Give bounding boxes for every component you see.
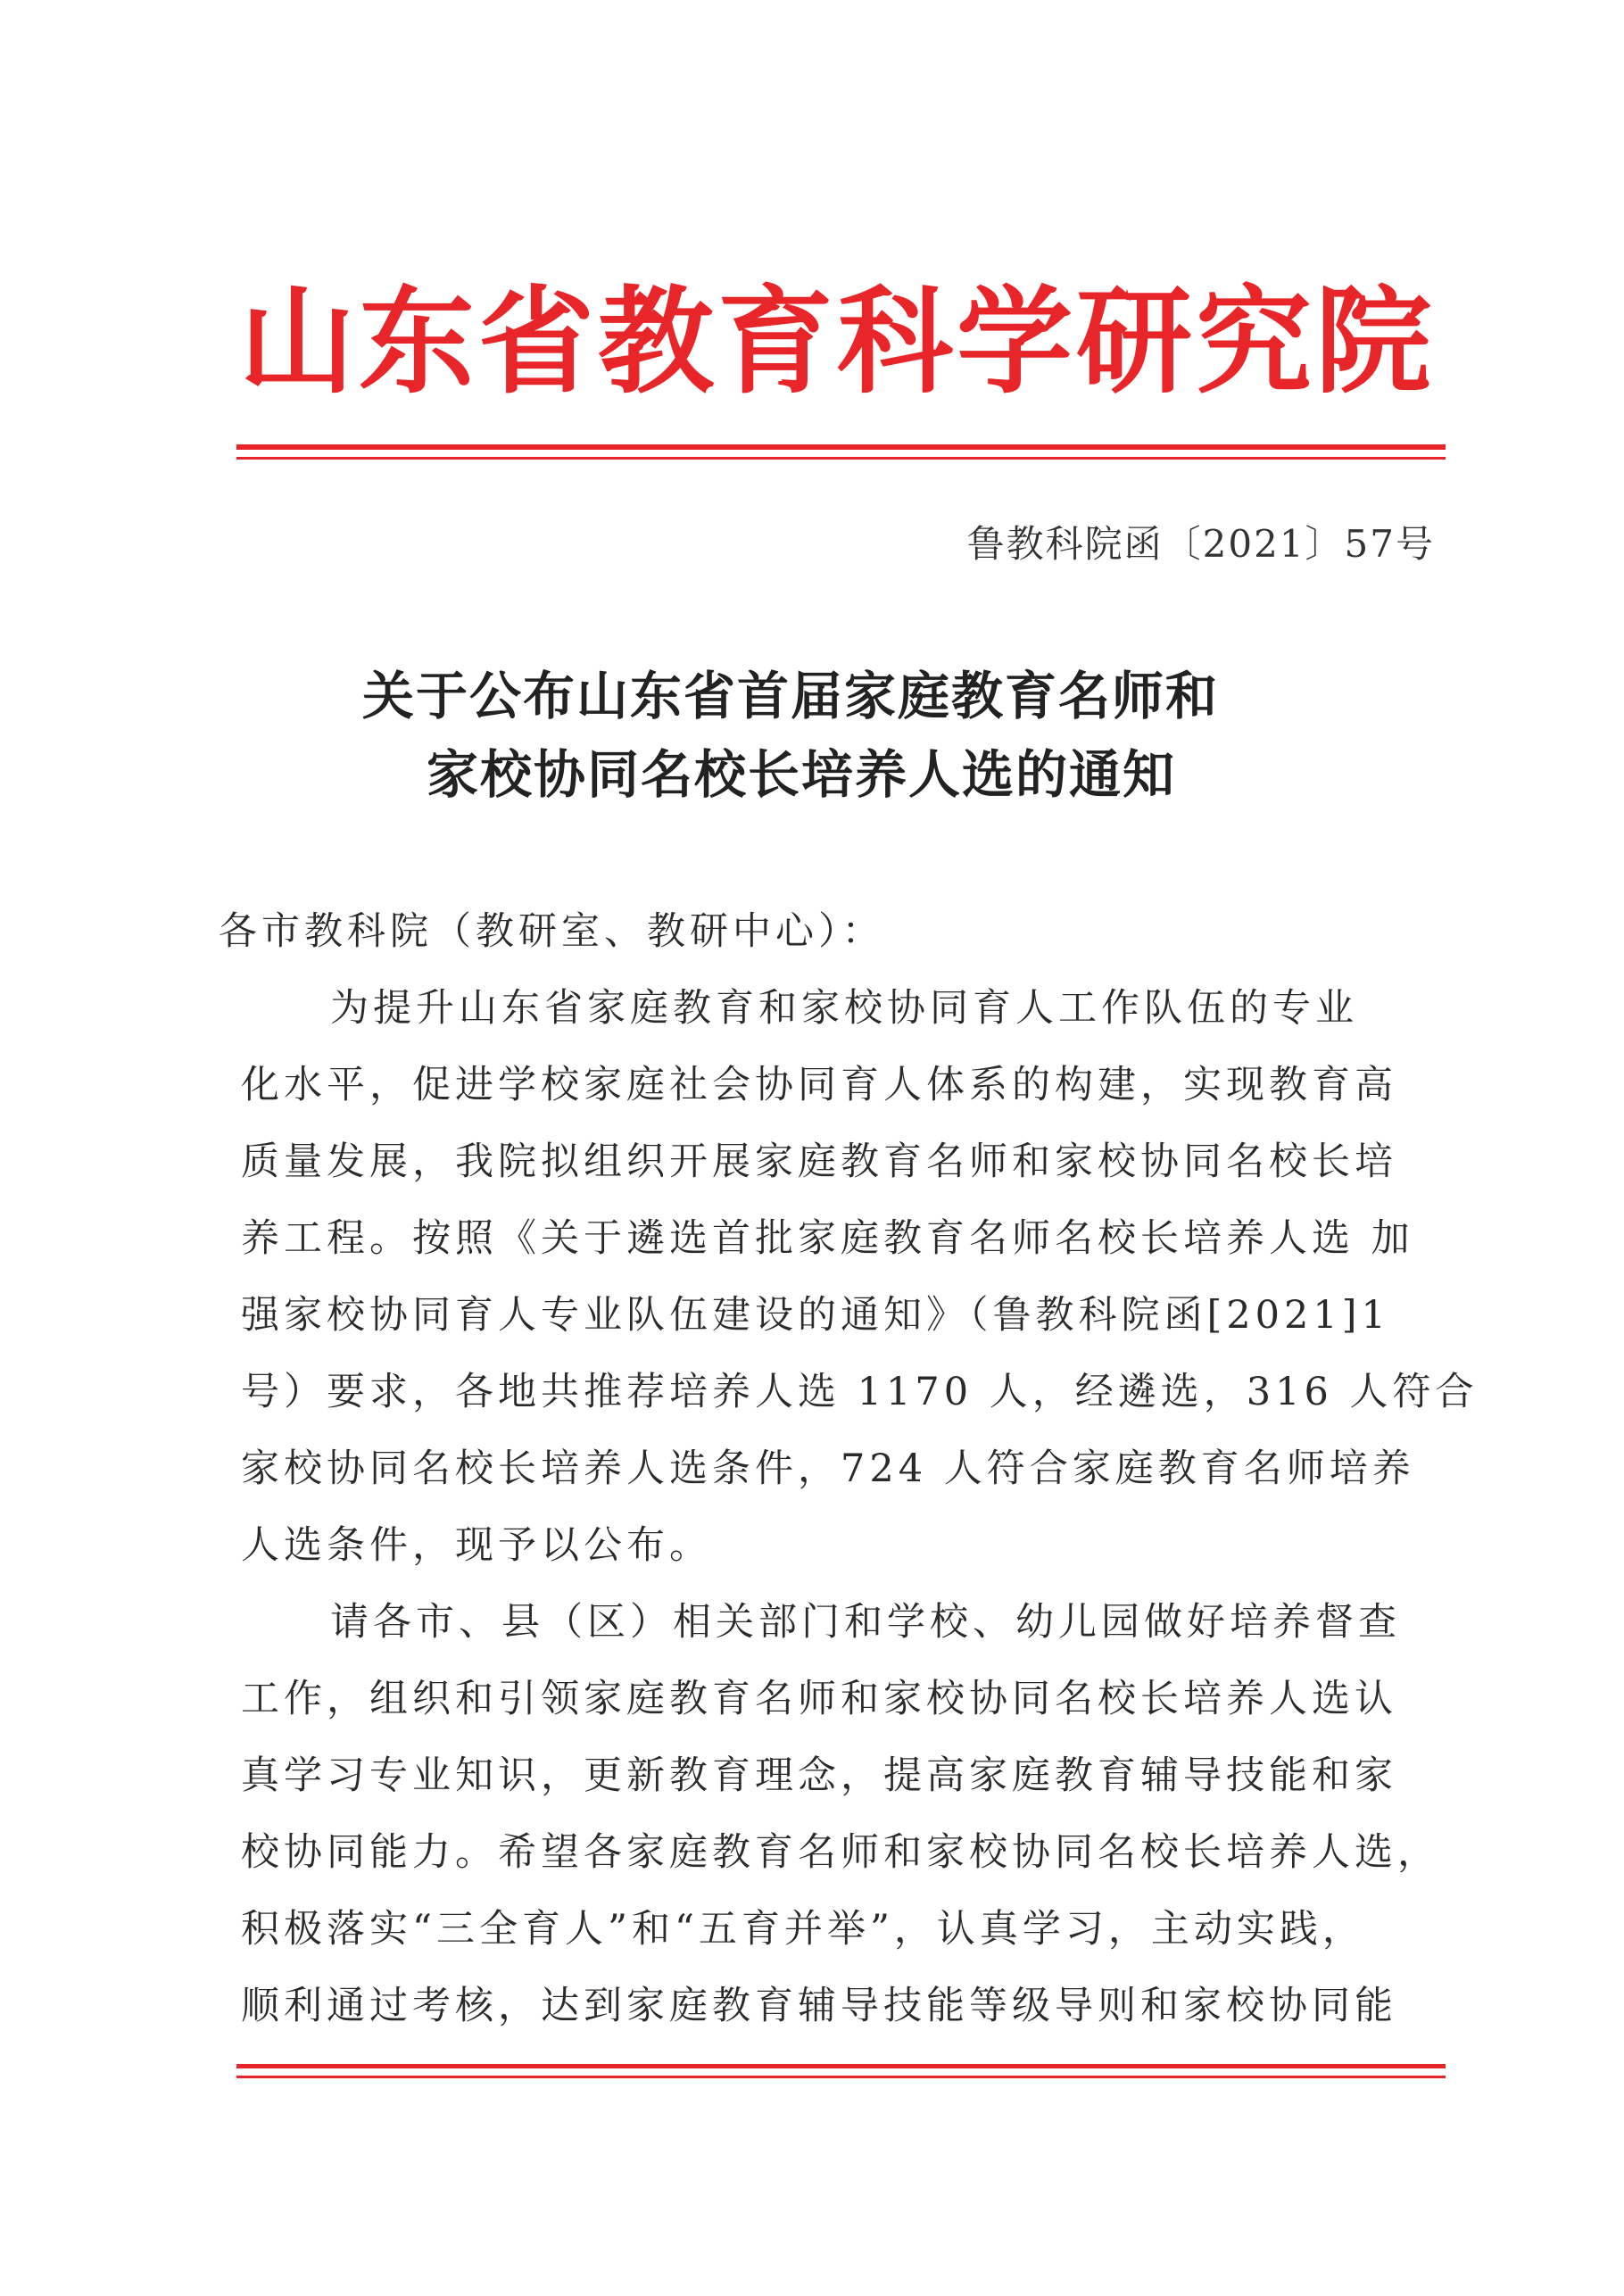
paragraph-2-line: 请各市、县（区）相关部门和学校、幼儿园做好培养督查: [330, 1600, 1401, 1645]
paragraph-2-line: 顺利通过考核，达到家庭教育辅导技能等级导则和家校协同能: [241, 1984, 1397, 2028]
document-title-line-1: 关于公布山东省首届家庭教育名师和: [361, 666, 1219, 726]
paragraph-1-line: 化水平，促进学校家庭社会协同育人体系的构建，实现教育高: [241, 1063, 1397, 1107]
paragraph-1-line: 养工程。按照《关于遴选首批家庭教育名师名校长培养人选 加: [241, 1216, 1414, 1261]
paragraph-2-line: 真学习专业知识，更新教育理念，提高家庭教育辅导技能和家: [241, 1753, 1397, 1798]
paragraph-1-line: 号）要求，各地共推荐培养人选 1170 人，经遴选，316 人符合: [241, 1370, 1479, 1414]
header-red-rule-thick: [236, 444, 1446, 450]
salutation: 各市教科院（教研室、教研中心）：: [219, 909, 885, 954]
paragraph-2-line: 积极落实“三全育人”和“五育并举”，认真学习，主动实践，: [241, 1907, 1365, 1952]
footer-red-rule-thin: [236, 2076, 1446, 2078]
document-number: 鲁教科院函〔2021〕57号: [966, 522, 1435, 566]
paragraph-2-line: 校协同能力。希望各家庭教育名师和家校协同名校长培养人选，: [241, 1830, 1440, 1875]
paragraph-1-line: 为提升山东省家庭教育和家校协同育人工作队伍的专业: [330, 986, 1358, 1031]
footer-red-rule-thick: [236, 2064, 1446, 2068]
paragraph-1-line: 人选条件，现予以公布。: [241, 1523, 712, 1568]
paragraph-1-line: 质量发展，我院拟组织开展家庭教育名师和家校协同名校长培: [241, 1140, 1397, 1184]
paragraph-1-line: 强家校协同育人专业队伍建设的通知》（鲁教科院函[2021]1: [241, 1293, 1390, 1338]
organization-header: 山东省教育科学研究院: [239, 273, 1436, 410]
paragraph-2-line: 工作，组织和引领家庭教育名师和家校协同名校长培养人选认: [241, 1677, 1397, 1721]
document-title-line-2: 家校协同名校长培养人选的通知: [426, 744, 1176, 805]
header-red-rule-thin: [236, 457, 1446, 460]
paragraph-1-line: 家校协同名校长培养人选条件，724 人符合家庭教育名师培养: [241, 1446, 1415, 1491]
